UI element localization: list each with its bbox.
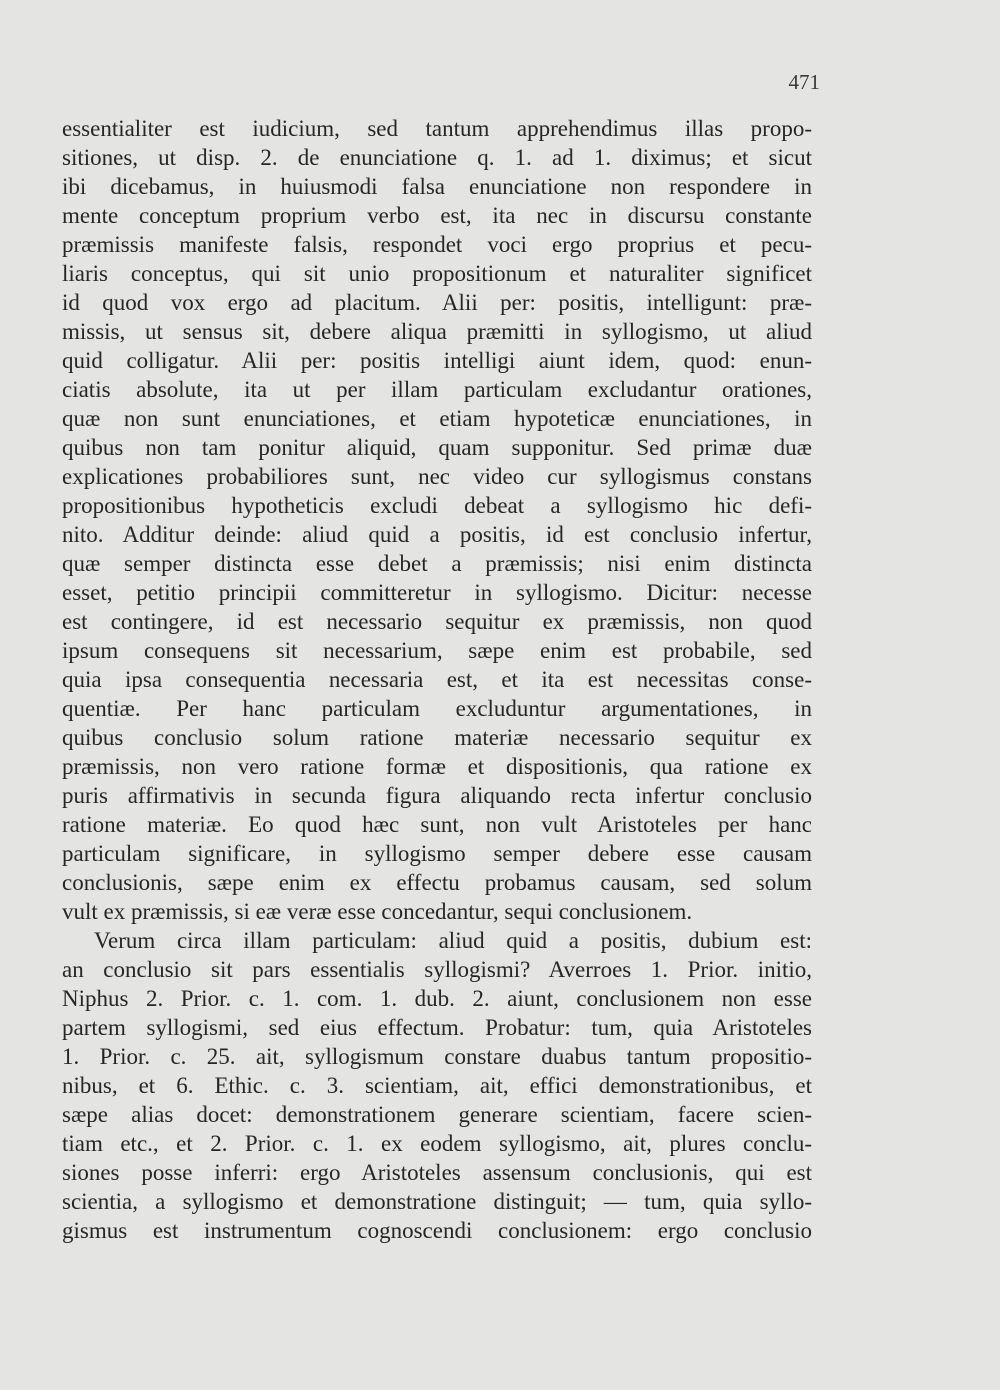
paragraph — [62, 114, 812, 926]
text-line: essentialiter est iudicium, sed tantum apprehendimus illas propo- — [62, 116, 812, 141]
text-line: particulam significare, in syllogismo semper debere esse causam — [62, 841, 812, 866]
text-line: ratione materiæ. Eo quod hæc sunt, non vult Aristoteles per hanc — [62, 812, 812, 837]
text-line: quia ipsa consequentia necessaria est, et ita est necessitas conse- — [62, 667, 812, 692]
text-line: partem syllogismi, sed eius effectum. Probatur: tum, quia Aristoteles — [62, 1015, 812, 1040]
text-line: sæpe alias docet: demonstrationem generare scientiam, facere scien- — [62, 1102, 812, 1127]
text-line: explicationes probabiliores sunt, nec video cur syllogismus constans — [62, 464, 812, 489]
text-line: propositionibus hypotheticis excludi debeat a syllogismo hic defi- — [62, 493, 812, 518]
text-line: gismus est instrumentum cognoscendi conclusionem: ergo conclusio — [62, 1218, 812, 1243]
text-line: quentiæ. Per hanc particulam excluduntur argumentationes, in — [62, 696, 812, 721]
text-line: esset, petitio principii committeretur in syllogismo. Dicitur: necesse — [62, 580, 812, 605]
text-line: id quod vox ergo ad placitum. Alii per: positis, intelligunt: præ- — [62, 290, 812, 315]
text-line: ipsum consequens sit necessarium, sæpe enim est probabile, sed — [62, 638, 812, 663]
text-line: sitiones, ut disp. 2. de enunciatione q. 1. ad 1. diximus; et sicut — [62, 145, 812, 170]
text-line: præmissis manifeste falsis, respondet voci ergo proprius et pecu- — [62, 232, 812, 257]
text-line: liaris conceptus, qui sit unio propositionum et naturaliter significet — [62, 261, 812, 286]
text-line: quibus non tam ponitur aliquid, quam supponitur. Sed primæ duæ — [62, 435, 812, 460]
text-line: præmissis, non vero ratione formæ et dispositionis, qua ratione ex — [62, 754, 812, 779]
text-line: nito. Additur deinde: aliud quid a positis, id est conclusio infertur, — [62, 522, 812, 547]
text-line: nibus, et 6. Ethic. c. 3. scientiam, ait, effici demonstrationibus, et — [62, 1073, 812, 1098]
text-line: missis, ut sensus sit, debere aliqua præmitti in syllogismo, ut aliud — [62, 319, 812, 344]
body-text — [62, 114, 812, 1245]
text-line: ibi dicebamus, in huiusmodi falsa enunciatione non respondere in — [62, 174, 812, 199]
text-line: scientia, a syllogismo et demonstratione distinguit; — tum, quia syllo- — [62, 1189, 812, 1214]
text-line: vult ex præmissis, si eæ veræ esse concedantur, sequi conclusionem. — [62, 899, 693, 924]
text-line: puris affirmativis in secunda figura aliquando recta infertur conclusio — [62, 783, 812, 808]
text-line: an conclusio sit pars essentialis syllogismi? Averroes 1. Prior. initio, — [62, 957, 812, 982]
text-line: ciatis absolute, ita ut per illam particulam excludantur orationes, — [62, 377, 812, 402]
text-line: quæ non sunt enunciationes, et etiam hypoteticæ enunciationes, in — [62, 406, 812, 431]
text-line: Niphus 2. Prior. c. 1. com. 1. dub. 2. aiunt, conclusionem non esse — [62, 986, 812, 1011]
paragraph — [62, 926, 812, 1245]
text-line: quid colligatur. Alii per: positis intelligi aiunt idem, quod: enun- — [62, 348, 812, 373]
text-line: quibus conclusio solum ratione materiæ necessario sequitur ex — [62, 725, 812, 750]
text-line: Verum circa illam particulam: aliud quid a positis, dubium est: — [94, 928, 812, 953]
text-line: siones posse inferri: ergo Aristoteles assensum conclusionis, qui est — [62, 1160, 812, 1185]
page-number: 471 — [788, 70, 820, 94]
text-line: conclusionis, sæpe enim ex effectu probamus causam, sed solum — [62, 870, 812, 895]
text-line: 1. Prior. c. 25. ait, syllogismum constare duabus tantum propositio- — [62, 1044, 812, 1069]
text-line: mente conceptum proprium verbo est, ita nec in discursu constante — [62, 203, 812, 228]
text-line: est contingere, id est necessario sequitur ex præmissis, non quod — [62, 609, 812, 634]
text-line: tiam etc., et 2. Prior. c. 1. ex eodem syllogismo, ait, plures conclu- — [62, 1131, 812, 1156]
text-line: quæ semper distincta esse debet a præmissis; nisi enim distincta — [62, 551, 812, 576]
